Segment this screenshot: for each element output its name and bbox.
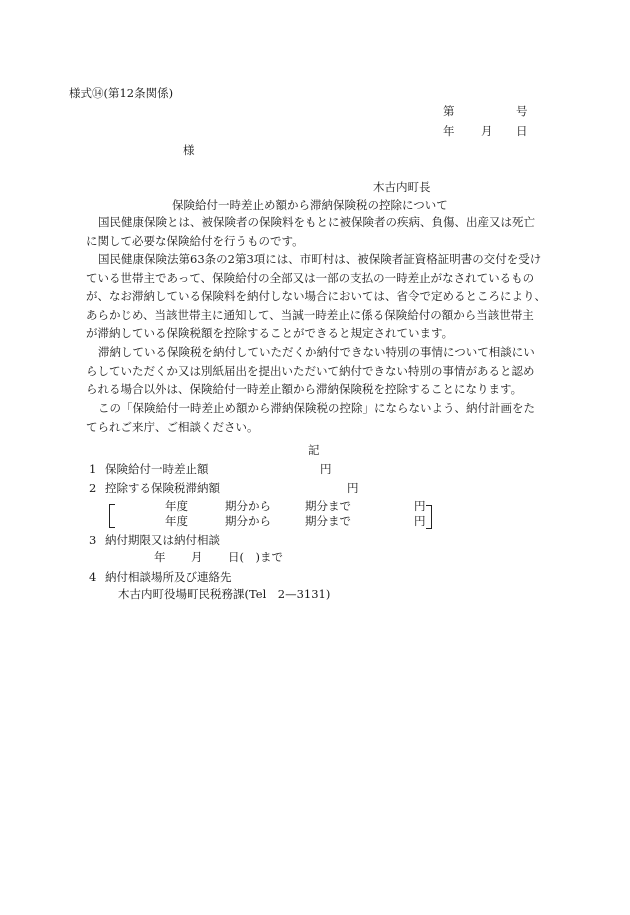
item-3-label: 納付期限又は納付相談 [105,533,220,547]
row-2-to: 期分まで [305,514,351,528]
body-line: が滞納している保険税額を控除することができると規定されています。 [86,326,454,341]
item-1-unit: 円 [320,462,332,476]
body-line: らしていただくか又は別紙届出を提出いただいて納付できない特別の事情があると認め [86,363,535,378]
item-4-number: 4 [89,570,97,584]
document-number-prefix: 第 [443,104,455,118]
date-year-label: 年 [443,124,455,138]
recipient-honorific: 様 [183,143,195,157]
body-line: あらかじめ、当該世帯主に通知して、当誠一時差止に係る保険給付の額から当該世帯主 [86,307,534,322]
date-day-label: 日 [516,124,528,138]
item-2-unit: 円 [347,481,359,495]
item-3-month: 月 [191,550,203,564]
item-3-number: 3 [89,533,97,547]
item-4-contact: 木古内町役場町民税務課(Tel 2—3131) [118,587,331,601]
body-paragraph-3 [86,343,562,399]
row-2-unit: 円 [414,514,426,528]
body-line: この「保険給付一時差止め額から滞納保険税の控除」にならないよう、納付計画をた [98,401,535,415]
form-label: 様式⑭(第12条関係) [69,86,174,100]
item-3-year: 年 [154,550,166,564]
body-paragraph-2 [86,250,562,343]
row-1-nendo: 年度 [165,499,188,513]
body-line: 滞納している保険税を納付していただくか納付できない特別の事情について相談にい [98,345,535,359]
body-line: 国民健康保険法第63条の2第3項には、市町村は、被保険者証資格証明書の交付を受け [98,252,542,266]
row-1-unit: 円 [414,499,426,513]
item-4-label: 納付相談場所及び連絡先 [105,570,232,584]
item-3-day: 日( )まで [228,550,283,564]
left-bracket [109,504,115,528]
item-1-label: 保険給付一時差止額 [105,462,209,476]
body-paragraph-4 [86,399,562,436]
ki-heading: 記 [308,443,320,457]
item-2-number: 2 [89,481,97,495]
body-paragraph-1 [86,213,562,250]
row-1-to: 期分まで [305,499,351,513]
row-2-from: 期分から [225,514,271,528]
body-line: が、なお滞納している保険料を納付しない場合においては、省令で定めるところにより、 [86,289,546,304]
body-line: に関して必要な保険給付を行うものです。 [86,233,304,248]
body-line: ている世帯主であって、保険給付の全部又は一部の支払の一時差止がなされているもの [86,270,535,285]
document-title: 保険給付一時差止め額から滞納保険税の控除について [172,198,448,212]
date-month-label: 月 [481,124,493,138]
document-number-suffix: 号 [516,104,528,118]
body-line: られる場合以外は、保険給付一時差止額から滞納保険税を控除することになります。 [86,382,523,397]
item-2-label: 控除する保険税滞納額 [105,481,220,495]
sender-name: 木古内町長 [373,180,431,194]
body-line: 国民健康保険とは、被保険者の保険料をもとに被保険者の疾病、負傷、出産又は死亡 [98,215,535,229]
item-1-number: 1 [89,462,97,476]
body-line: てられご来庁、ご相談ください。 [86,419,259,434]
right-bracket [426,505,432,529]
row-2-nendo: 年度 [165,514,188,528]
row-1-from: 期分から [225,499,271,513]
